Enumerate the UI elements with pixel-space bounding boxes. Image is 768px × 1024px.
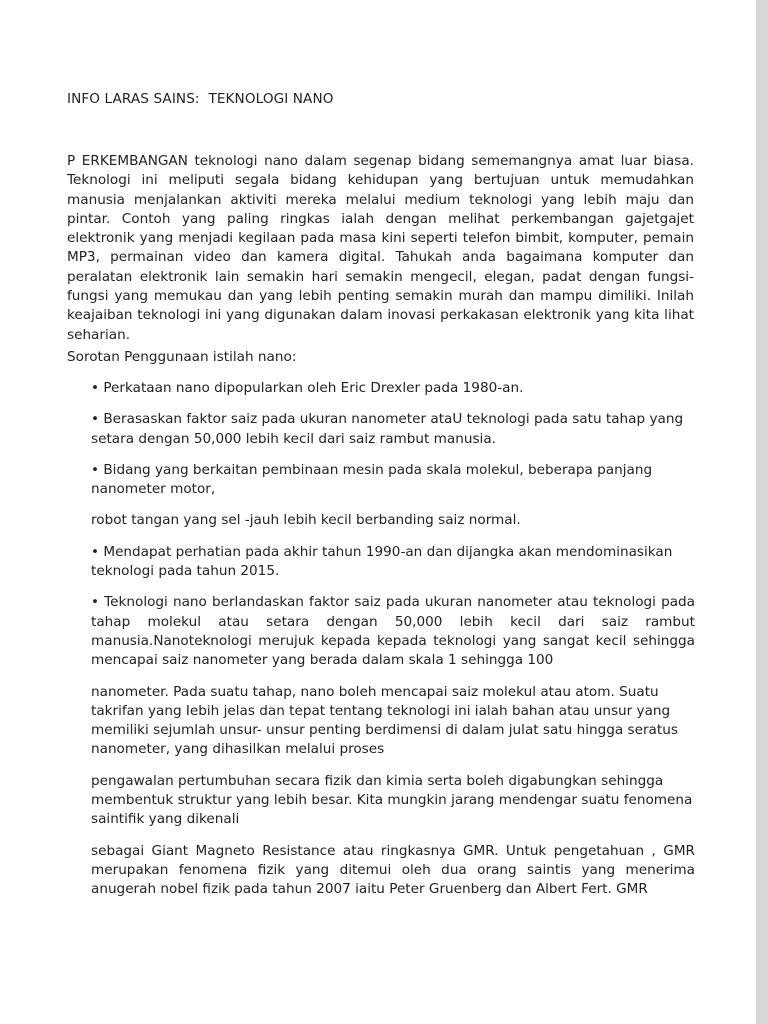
bullet-list (91, 379, 695, 912)
list-item: nanometer. Pada suatu tahap, nano boleh mencapai saiz molekul atau atom. Suatu takrifan yang Iebih jelas dan tepat tentang teknologi ini ialah bahan atau unsur yang memiliki sejumlah unsur- unsur penting berdimensi di dalam julat satu hingga seratus nanometer, yang dihasilkan melalui proses (91, 683, 678, 758)
section-heading: Sorotan Penggunaan istilah nano: (67, 349, 297, 365)
list-item: • Bidang yang berkaitan pembinaan mesin pada skala molekul, beberapa panjang nanometer motor, (91, 461, 653, 498)
list-item: • Teknologi nano berlandaskan faktor saiz pada ukuran nanometer atau teknologi pada tahap molekul atau setara dengan 50,000 lebih kecil dari saiz rambut manusia.Nanoteknologi merujuk kepada kepada teknologi yang sangat kecil sehingga mencapai saiz nanometer yang berada dalam skala 1 sehingga 100 (91, 594, 695, 669)
list-item: • Mendapat perhatian pada akhir tahun 1990-an dan dijangka akan mendominasikan teknologi pada tahun 2015. (91, 543, 673, 580)
list-item: sebagai Giant Magneto Resistance atau ringkasnya GMR. Untuk pengetahuan , GMR merupakan fenomena fizik yang ditemui oleh dua orang saintis yang menerima anugerah nobel fizik pada tahun 2007 iaitu Peter Gruenberg dan Albert Fert. GMR (91, 842, 695, 898)
list-item: • Berasaskan faktor saiz pada ukuran nanometer atаU teknologi pada satu tahap yang setara dengan 50,000 lebih kecil dari saiz rambut manusia. (91, 411, 684, 447)
list-item: pengawalan pertumbuhan secara fizik dan kimia serta boleh digabungkan sehingga membentuk struktur yang lebih besar. Kita mungkin jarang mendengar suatu fenomena saintifik yang dikenali (91, 772, 693, 828)
intro-paragraph: P ERKEMBANGAN teknologi nano dalam segenap bidang sememangnya amat luar biasa. Teknologi ini meliputi segala bidang kehidupan yang bertujuan untuk memudahkan manusia menjalankan aktiviti mereka melalui medium teknologi yang lebih maju dan pintar. Contoh yang paling ringkas ialah dengan melihat perkembangan gajetgajet elektronik yang menjadi kegilaan pada masa kini seperti telefon bimbit, komputer, pemain MP3, permainan video dan kamera digital. Tahukah anda bagaimana komputer dan peralatan elektronik lain semakin hari semakin mengecil, elegan, padat dengan fungsi-fungsi yang memukau dan yang lebih penting semakin murah dan mampu dimiliki. Inilah keajaiban teknologi ini yang digunakan dalam inovasi perkakasan elektronik yang kita lihat seharian. (67, 153, 694, 343)
document-title: INFO LARAS SAINS: TEKNOLOGI NANO (67, 91, 334, 107)
list-item: robot tangan yang sel -jauh lebih kecil berbanding saiz normal. (91, 512, 521, 529)
list-item: • Perkataan nano dipopularkan oleh Eric Drexler pada 1980-an. (91, 380, 524, 396)
page-edge (756, 0, 768, 1024)
